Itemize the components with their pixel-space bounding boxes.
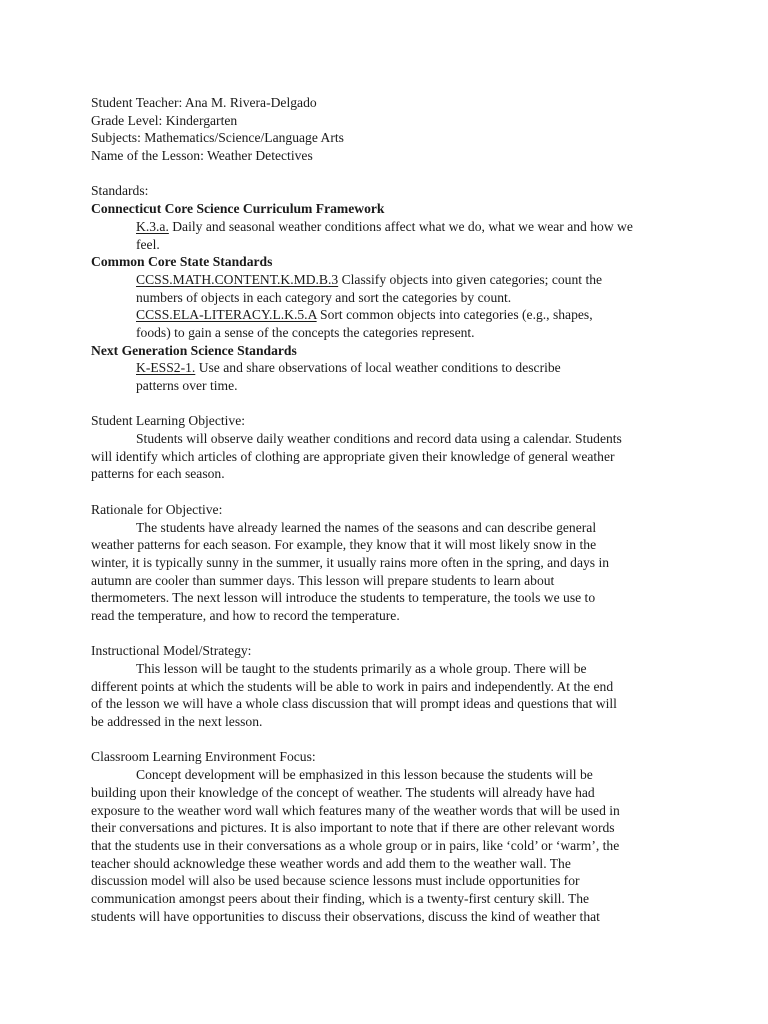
grade-level-line: Grade Level: Kindergarten	[91, 112, 238, 128]
environment-line: communication amongst peers about their finding, which is a twenty-first century skill. The	[91, 890, 590, 906]
model-line: different points at which the students will be able to work in pairs and independently. At the end	[91, 678, 614, 694]
environment-line: teacher should acknowledge these weather words and add them to the weather wall. The	[91, 855, 571, 871]
rationale-line: autumn are cooler than summer days. This lesson will prepare students to learn about	[91, 572, 555, 588]
subjects-line: Subjects: Mathematics/Science/Language Arts	[91, 130, 344, 146]
objective-line: will identify which articles of clothing are appropriate given their knowledge of general weather	[91, 448, 615, 464]
spacer	[91, 625, 671, 643]
rationale-line: The students have already learned the names of the seasons and can describe general	[136, 519, 597, 535]
ngss-standard-link[interactable]: K-ESS2-1.	[136, 360, 196, 376]
model-heading: Instructional Model/Strategy:	[91, 643, 252, 659]
environment-line: exposure to the weather word wall which features many of the weather words that will be used in	[91, 802, 620, 818]
environment-line: building upon their knowledge of the concept of weather. The students will already have had	[91, 784, 595, 800]
ct-standard	[91, 218, 663, 253]
objective-heading: Student Learning Objective:	[91, 413, 246, 429]
ct-standard-text: Daily and seasonal weather conditions affect what we do, what we wear and how we	[168, 218, 633, 234]
rationale-line: winter, it is typically sunny in the summer, it usually rains more often in the spring, and days in	[91, 554, 610, 570]
ela-standard-link[interactable]: CCSS.ELA-LITERACY.L.K.5.A	[136, 307, 317, 323]
rationale-heading: Rationale for Objective:	[91, 501, 223, 517]
environment-line: students will have opportunities to discuss their observations, discuss the kind of weather that	[91, 908, 600, 924]
ct-standard-link[interactable]: K.3.a.	[136, 218, 169, 234]
spacer	[91, 731, 671, 749]
rationale-line: read the temperature, and how to record the temperature.	[91, 607, 400, 623]
math-standard	[91, 271, 663, 306]
objective-line: patterns for each season.	[91, 466, 225, 482]
model-line: This lesson will be taught to the students primarily as a whole group. There will be	[136, 661, 587, 676]
math-standard-text: Classify objects into given categories; count the	[338, 271, 603, 287]
lesson-name-line: Name of the Lesson: Weather Detectives	[91, 148, 313, 164]
ngss-standard-text: Use and share observations of local weather conditions to describe	[195, 360, 561, 376]
model-line: be addressed in the next lesson.	[91, 714, 263, 730]
ngss-heading: Next Generation Science Standards	[91, 342, 297, 358]
ct-standard-text-cont: feel.	[136, 236, 160, 252]
spacer	[91, 483, 671, 501]
ct-framework-heading: Connecticut Core Science Curriculum Framework	[91, 201, 385, 217]
environment-heading: Classroom Learning Environment Focus:	[91, 749, 316, 765]
rationale-line: thermometers. The next lesson will introduce the students to temperature, the tools we use to	[91, 590, 596, 606]
ela-standard-text: Sort common objects into categories (e.g., shapes,	[316, 307, 593, 323]
spacer	[91, 395, 671, 413]
math-standard-link[interactable]: CCSS.MATH.CONTENT.K.MD.B.3	[136, 271, 339, 287]
model-line: of the lesson we will have a whole class discussion that will prompt ideas and questions that will	[91, 696, 617, 712]
environment-line: Concept development will be emphasized in this lesson because the students will be	[136, 767, 593, 783]
environment-line: their conversations and pictures. It is also important to note that if there are other relevant words	[91, 820, 615, 836]
student-teacher-line: Student Teacher: Ana M. Rivera-Delgado	[91, 95, 317, 110]
environment-line: discussion model will also be used because science lessons must include opportunities for	[91, 873, 580, 889]
rationale-line: weather patterns for each season. For example, they know that it will most likely snow in the	[91, 537, 597, 553]
ngss-standard	[91, 359, 663, 394]
environment-line: that the students use in their conversations as a whole group or in pairs, like ‘cold’ or ‘warm’, the	[91, 837, 620, 853]
ela-standard	[91, 306, 663, 341]
document-page	[91, 94, 671, 925]
spacer	[91, 165, 671, 183]
ngss-standard-text-cont: patterns over time.	[136, 378, 238, 393]
standards-heading: Standards:	[91, 183, 149, 199]
ccss-heading: Common Core State Standards	[91, 254, 273, 270]
math-standard-text-cont: numbers of objects in each category and sort the categories by count.	[136, 289, 512, 305]
ela-standard-text-cont: foods) to gain a sense of the concepts the categories represent.	[136, 324, 475, 340]
objective-line: Students will observe daily weather conditions and record data using a calendar. Students	[136, 431, 622, 447]
